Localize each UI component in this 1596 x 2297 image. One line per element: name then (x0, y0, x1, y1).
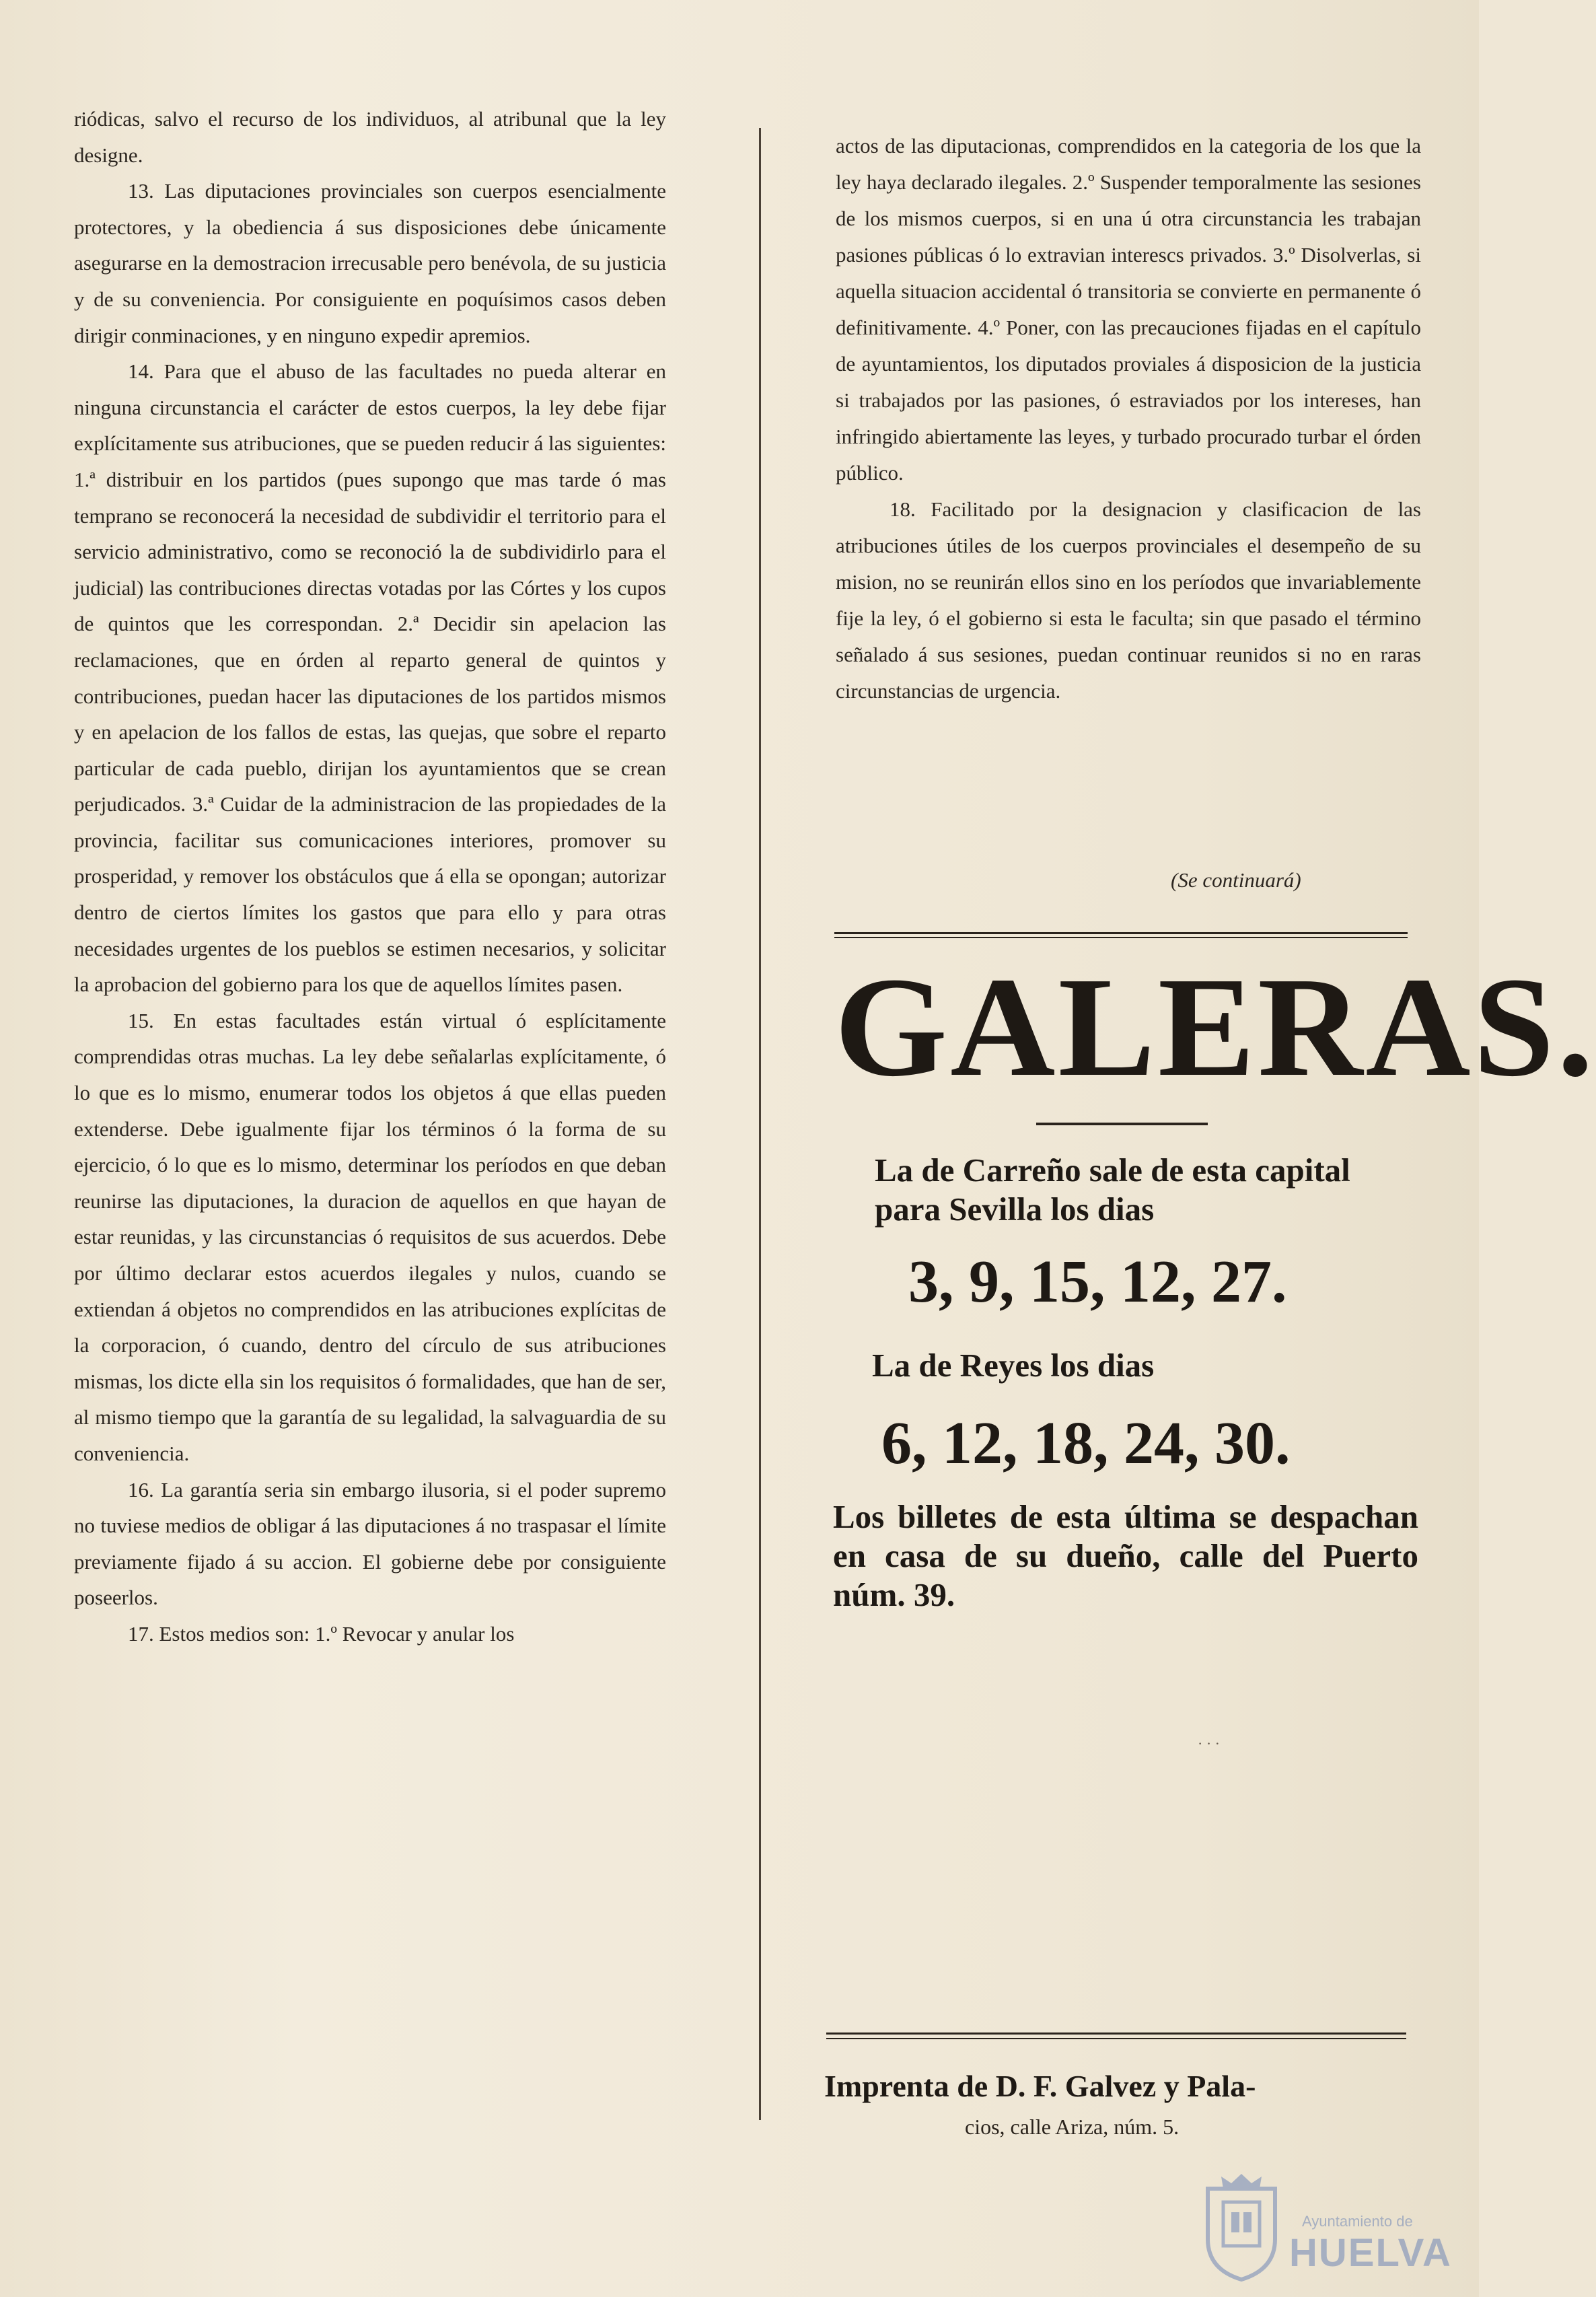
tickets-note: Los billetes de esta última se despachan en casa de su dueño, calle del Puerto núm. 39. (833, 1498, 1418, 1613)
imprint-rule-inner (826, 2038, 1406, 2039)
paragraph-intro: riódicas, salvo el recurso de los individuos, al atribunal que la ley designe. (74, 107, 666, 167)
title-underline (1036, 1123, 1208, 1125)
watermark-org: Ayuntamiento de (1302, 2213, 1413, 2230)
to-be-continued: (Se continuará) (1171, 868, 1301, 892)
imprint-rule-top (826, 2033, 1406, 2035)
reyes-days: 6, 12, 18, 24, 30. (881, 1410, 1291, 1477)
right-column (836, 128, 1421, 709)
reyes-schedule-text: La de Reyes los dias (872, 1347, 1155, 1384)
column-divider (759, 128, 761, 2120)
paragraph-17-continued: actos de las diputacionas, comprendidos en la categoria de los que la ley haya declarado ilegales. 2.º Suspender temporalmente las sesiones de los mismos cuerpos, si en una ú otra circunstancia les trabajan pasiones públicas ó lo extravian interescs privados. 3.º Disolverlas, si aquella situacion accidental ó transitoria se convierte en permanente ó definitivamente. 4.º Poner, con las precauciones fijadas en el capítulo de ayuntamientos, los diputados proviales á disposicion de la justicia si trabajados por las pasiones, ó estraviados por los intereses, han infringido abiertamente las leyes, y turbado procurado turbar el órden público. (836, 134, 1421, 485)
paragraph-13: 13. Las diputaciones provinciales son cuerpos esencialmente protectores, y la obediencia á sus disposiciones debe únicamente asegurarse en la demostracion irrecusable pero benévola, de su justicia y de su conveniencia. Por consiguiente en poquísimos casos deben dirigir conminaciones, y en ninguno expedir apremios. (74, 179, 666, 347)
section-rule-top-inner (834, 937, 1408, 938)
section-rule-top (834, 932, 1408, 934)
paragraph-16: 16. La garantía seria sin embargo ilusoria, si el poder supremo no tuviese medios de obligar á las diputaciones á no traspasar el límite previamente fijado á su accion. El gobierne debe por consiguiente poseerlos. (74, 1477, 666, 1610)
carreno-schedule-text: La de Carreño sale de esta capital para Sevilla los dias (875, 1152, 1350, 1228)
left-column (74, 101, 666, 1652)
coat-of-arms-icon (1198, 2168, 1285, 2283)
printer-address: cios, calle Ariza, núm. 5. (965, 2115, 1180, 2139)
archive-watermark (1198, 2168, 1452, 2283)
carreno-days: 3, 9, 15, 12, 27. (908, 1248, 1287, 1315)
announcement-title: GALERAS. (834, 948, 1596, 1106)
paragraph-15: 15. En estas facultades están virtual ó esplícitamente comprendidas otras muchas. La ley debe señalarlas explícitamente, ó lo que es lo mismo, enumerar todos los objetos á que ellas pueden extenderse. Debe igualmente fijar los términos ó la forma de su ejercicio, ó lo que es lo mismo, determinar los períodos en que deban reunirse las diputaciones, la duracion de aquellos en que hayan de estar reunidas, y las circunstancias ó requisitos de sus acuerdos. Debe por último declarar estos acuerdos ilegales y nulos, cuando se extiendan á objetos no comprendidos en las atribuciones explícitas de la corporacion, ó cuando, dentro del círculo de sus atribuciones mismas, los dicte ella sin los requisitos ó formalidades, que han de ser, al mismo tiempo que la garantía de su legalidad, la salvaguardia de su conveniencia. (74, 1008, 666, 1465)
paragraph-14: 14. Para que el abuso de las facultades no pueda alterar en ninguna circunstancia el carácter de estos cuerpos, la ley debe fijar explícitamente sus atribuciones, que se pueden reducir á las siguientes: 1.ª distribuir en los partidos (pues supongo que mas tarde ó mas temprano se reconocerá la necesidad de subdividir el territorio para el servicio administrativo, como se reconoció la de subdividirlo para el judicial) las contribuciones directas votadas por las Córtes y los cupos de quintos que les correspondan. 2.ª Decidir sin apelacion las reclamaciones, que en órden al reparto general de quintos y contribuciones, puedan hacer las diputaciones de los partidos mismos y en apelacion de los fallos de estas, las quejas, que sobre el reparto particular de cada pueblo, dirijan los ayuntamientos que se crean perjudicados. 3.ª Cuidar de la administracion de las propiedades de la provincia, facilitar sus comunicaciones interiores, promover su prosperidad, y remover los obstáculos que á ella se opongan; autorizar dentro de ciertos límites los gastos que para ello y para otras necesidades urgentes de los pueblos se estimen necesarios, y solicitar la aprobacion del gobierno para los que de aquellos límites pasen. (74, 359, 666, 997)
paragraph-17: 17. Estos medios son: 1.º Revocar y anular los (128, 1621, 515, 1646)
paragraph-18: 18. Facilitado por la designacion y clasificacion de las atribuciones útiles de los cuerpos provinciales el desempeño de su mision, no se reunirán ellos sino en los períodos que invariablemente fije la ley, ó el gobierno si esta le faculta; sin que pasado el término señalado á sus sesiones, puedan continuar reunidos si no en raras circunstancias de urgencia. (836, 497, 1421, 703)
print-specks: · · · (1198, 1735, 1220, 1752)
watermark-city: HUELVA (1289, 2231, 1452, 2275)
printer-imprint: Imprenta de D. F. Galvez y Pala- (824, 2069, 1256, 2103)
